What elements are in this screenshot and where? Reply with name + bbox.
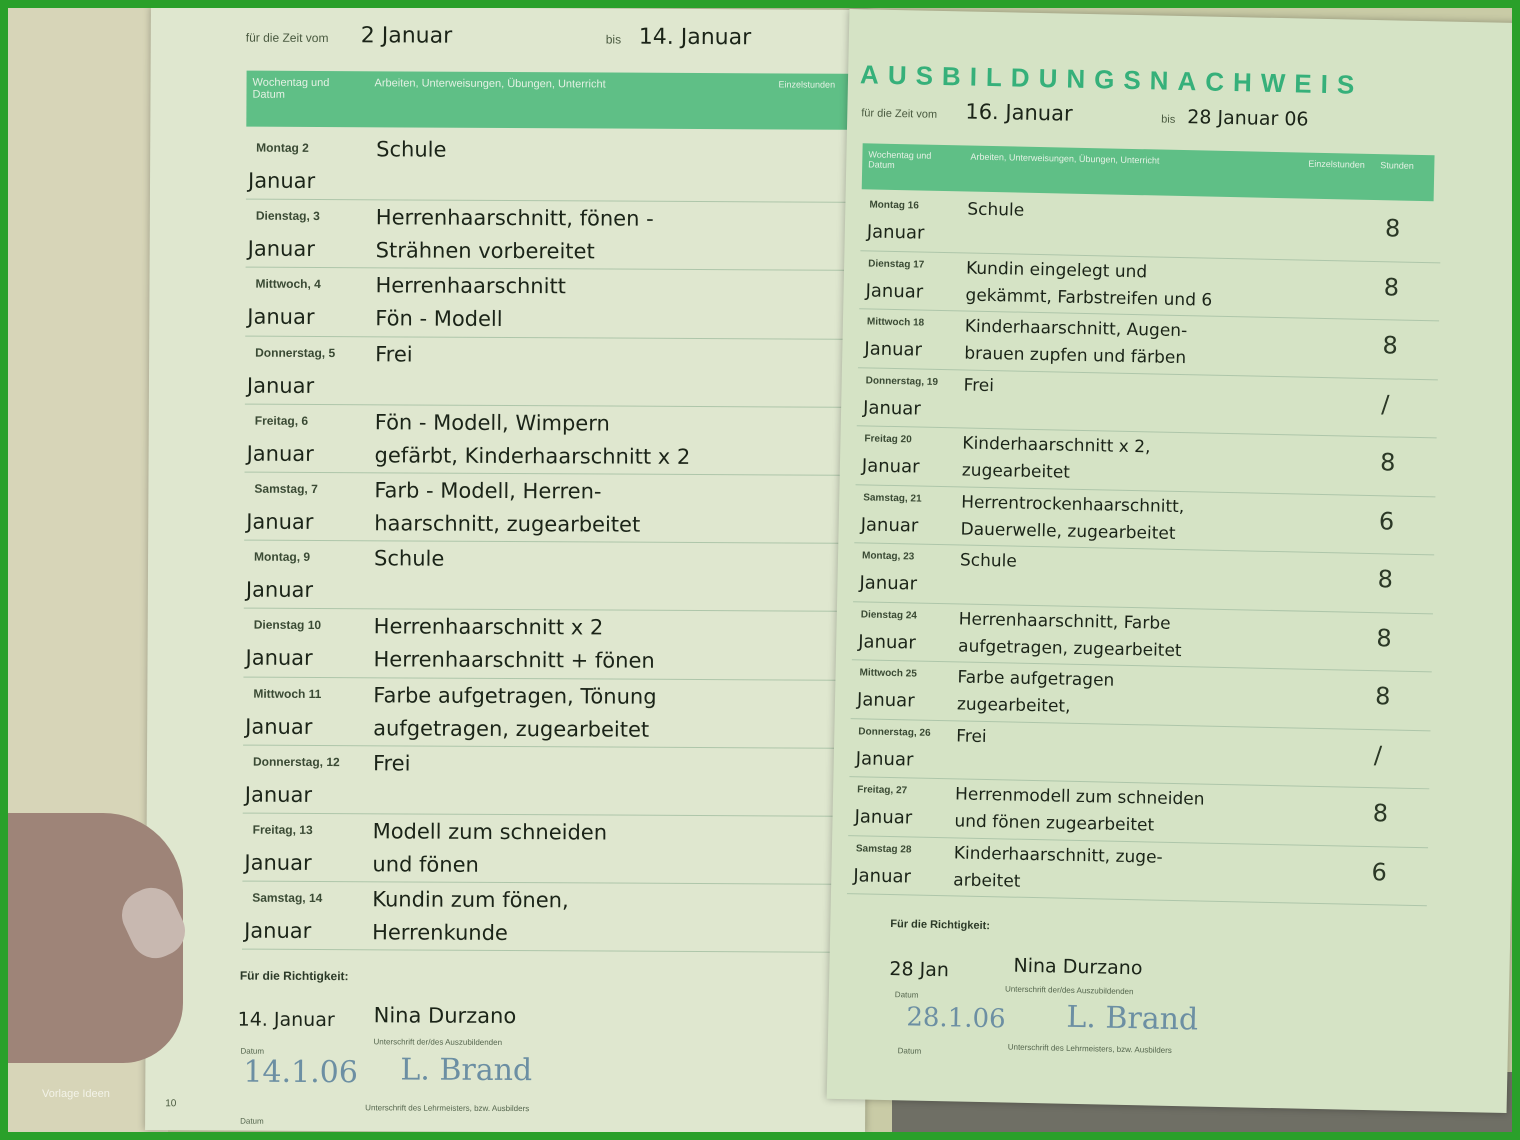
weekday-date: Donnerstag, 5 [255,345,336,360]
weekday-date: Dienstag 24 [860,608,918,622]
row-divider [242,881,862,885]
hours-value: / [1373,740,1383,769]
row-divider [854,542,1434,555]
activity-line: Herrenmodell zum schneiden [954,784,1205,810]
row-divider [858,367,1438,380]
row-divider [243,744,863,748]
label-date: Datum [240,1046,265,1056]
period-from: 2 Januar [360,23,453,49]
weekday-date: Dienstag 17 [868,257,925,271]
activity-line: Schule [376,137,447,162]
activity-line: Fön - Modell [375,306,503,332]
month-name: Januar [860,513,919,537]
activity-line: gekämmt, Farbstreifen und 6 [965,284,1213,311]
row-divider [243,676,863,680]
month-name: Januar [246,373,315,398]
weekday-date: Montag 16 [869,199,919,212]
month-name: Januar [861,455,920,478]
header-single-hours: Einzelstunden [1308,158,1365,170]
label-trainer-signature: Unterschrift des Lehrmeisters, bzw. Ausbilders [365,1103,530,1114]
activity-line: Herrentrockenhaarschnitt, [960,491,1185,517]
weekday-date: Mittwoch 18 [866,316,925,329]
hours-value: 6 [1378,506,1395,536]
right-page [827,9,1512,1113]
activity-line: aufgetragen, zugearbeitet [373,715,650,742]
activity-line: Kinderhaarschnitt, zuge- [953,842,1163,868]
trainee-date: 14. Januar [237,1008,335,1032]
month-name: Januar [244,782,313,807]
weekday-date: Dienstag, 3 [255,208,320,224]
activity-line: zugearbeitet [961,460,1071,483]
weekday-date: Donnerstag, 26 [858,725,931,739]
trainer-date: 14.1.06 [243,1054,358,1091]
activity-line: gefärbt, Kinderhaarschnitt x 2 [374,443,691,469]
row-divider [245,403,865,407]
row-divider [243,813,863,817]
activity-line: Herrenkunde [372,920,508,946]
activity-line: Herrenhaarschnitt, fönen - [375,205,654,231]
period-label-from: für die Zeit vom [245,30,329,46]
month-name: Januar [866,221,925,244]
month-name: Januar [856,689,915,712]
activity-line: Farb - Modell, Herren- [374,478,602,504]
activity-line: Frei [375,341,413,367]
weekday-date: Donnerstag, 12 [252,754,340,769]
month-name: Januar [865,279,924,303]
month-name: Januar [247,305,315,330]
month-name: Januar [864,338,923,361]
month-name: Januar [246,441,314,466]
label-date-2: Datum [897,1046,922,1056]
activity-line: aufgetragen, zugearbeitet [957,635,1182,661]
row-divider [245,335,865,339]
activity-line: Strähnen vorbereitet [375,238,595,264]
activity-line: Farbe aufgetragen [957,667,1115,691]
weekday-date: Dienstag 10 [253,618,322,633]
hours-value: 8 [1384,214,1401,243]
watermark: Vorlage Ideen [42,1088,110,1100]
activity-line: Frei [963,374,995,396]
hours-value: 8 [1377,565,1394,594]
weekday-date: Montag, 9 [254,549,311,565]
activity-line: Schule [967,199,1025,221]
trainee-date: 28 Jan [889,958,950,982]
row-divider [242,949,862,953]
header-activities: Arbeiten, Unterweisungen, Übungen, Unterricht [970,151,1160,166]
month-name: Januar [246,509,314,534]
activity-line: Kundin eingelegt und [965,258,1148,282]
row-divider [246,199,866,203]
label-date: Datum [894,990,919,1000]
activity-line: Kinderhaarschnitt, Augen- [964,316,1188,342]
activity-line: Kundin zum fönen, [372,887,569,913]
weekday-date: Mittwoch 25 [859,667,917,680]
hours-value: 8 [1372,799,1389,828]
row-divider [246,267,866,271]
activity-line: Frei [956,725,987,747]
activity-line: Fön - Modell, Wimpern [374,410,610,436]
label-trainee-signature: Unterschrift der/des Auszubildenden [1004,984,1134,997]
activity-line: Farbe aufgetragen, Tönung [373,682,657,709]
weekday-date: Samstag, 21 [863,491,922,505]
label-trainee-signature: Unterschrift der/des Auszubildenden [373,1037,503,1047]
hours-value: 8 [1379,448,1396,477]
trainee-signature: Nina Durzano [1013,954,1143,980]
left-page [145,8,871,1132]
period-to: 14. Januar [638,24,752,51]
month-name: Januar [245,646,313,671]
month-name: Januar [245,714,313,739]
weekday-date: Montag 2 [256,140,309,155]
page-title: AUSBILDUNGSNACHWEIS [859,59,1364,100]
header-single-hours: Einzelstunden [778,79,836,90]
activity-line: Schule [959,550,1018,572]
activity-line: zugearbeitet, [956,694,1071,717]
photo [8,8,1512,1132]
weekday-date: Samstag 28 [855,842,912,855]
activity-line: Herrenhaarschnitt [375,273,567,299]
header-weekday: Wochentag und Datum [868,149,932,170]
table-header [246,71,870,130]
activity-line: und fönen [372,852,479,877]
weekday-date: Freitag, 27 [857,784,908,797]
period-label-to: bis [1161,113,1176,126]
table-header [862,143,1435,201]
period-to: 28 Januar 06 [1187,106,1309,131]
period-from: 16. Januar [965,99,1073,126]
correctness-label: Für die Richtigkeit: [239,968,349,984]
label-date-2: Datum [240,1116,264,1126]
hours-value: 8 [1376,623,1393,652]
activity-line: Schule [373,546,445,571]
month-name: Januar [854,806,913,829]
month-name: Januar [247,168,316,193]
month-name: Januar [247,236,315,262]
weekday-date: Donnerstag, 19 [865,374,939,388]
activity-line: Kinderhaarschnitt x 2, [962,433,1151,458]
row-divider [245,472,865,476]
header-activities: Arbeiten, Unterweisungen, Übungen, Unterricht [374,77,606,91]
header-weekday: Wochentag und Datum [252,76,330,101]
hours-value: 8 [1382,331,1399,360]
weekday-date: Freitag, 13 [252,822,313,837]
hours-value: / [1381,389,1390,418]
row-divider [244,540,864,544]
activity-line: brauen zupfen und färben [964,343,1187,369]
activity-line: haarschnitt, zugearbeitet [374,511,641,537]
trainer-signature: L. Brand [400,1052,533,1089]
weekday-date: Mittwoch 11 [253,686,322,701]
page-number: 10 [165,1098,177,1110]
month-name: Januar [858,630,917,654]
period-label-to: bis [605,32,622,47]
month-name: Januar [859,572,918,595]
activity-line: Frei [372,751,411,776]
hours-value: 6 [1371,857,1388,886]
row-divider [847,893,1427,906]
row-divider [244,608,864,612]
weekday-date: Samstag, 7 [254,481,318,497]
activity-line: Herrenhaarschnitt, Farbe [958,608,1171,634]
activity-line: arbeitet [953,869,1021,892]
trainer-date: 28.1.06 [906,1002,1006,1035]
month-name: Januar [244,850,312,875]
weekday-date: Freitag, 6 [254,413,309,428]
label-trainer-signature: Unterschrift des Lehrmeisters, bzw. Ausbilders [1007,1042,1172,1055]
header-hours: Stunden [1380,160,1414,171]
month-name: Januar [862,396,921,420]
correctness-label: Für die Richtigkeit: [890,918,991,933]
row-divider [860,250,1440,263]
weekday-date: Freitag 20 [864,433,912,446]
weekday-date: Montag, 23 [861,550,915,563]
activity-line: und fönen zugearbeitet [954,811,1155,836]
month-name: Januar [855,747,914,770]
hours-value: 8 [1383,272,1400,302]
hours-value: 8 [1374,682,1391,711]
period-label-from: für die Zeit vom [861,107,938,121]
row-divider [851,718,1431,731]
month-name: Januar [244,918,312,944]
activity-line: Herrenhaarschnitt + fönen [373,647,655,674]
month-name: Januar [245,577,314,603]
weekday-date: Mittwoch, 4 [255,277,321,292]
activity-line: Dauerwelle, zugearbeitet [960,518,1176,544]
month-name: Januar [853,864,912,887]
activity-line: Modell zum schneiden [372,819,608,845]
trainee-signature: Nina Durzano [373,1003,517,1029]
row-divider [852,659,1432,672]
trainer-signature: L. Brand [1066,999,1199,1038]
activity-line: Herrenhaarschnitt x 2 [373,614,604,640]
weekday-date: Samstag, 14 [252,890,323,906]
